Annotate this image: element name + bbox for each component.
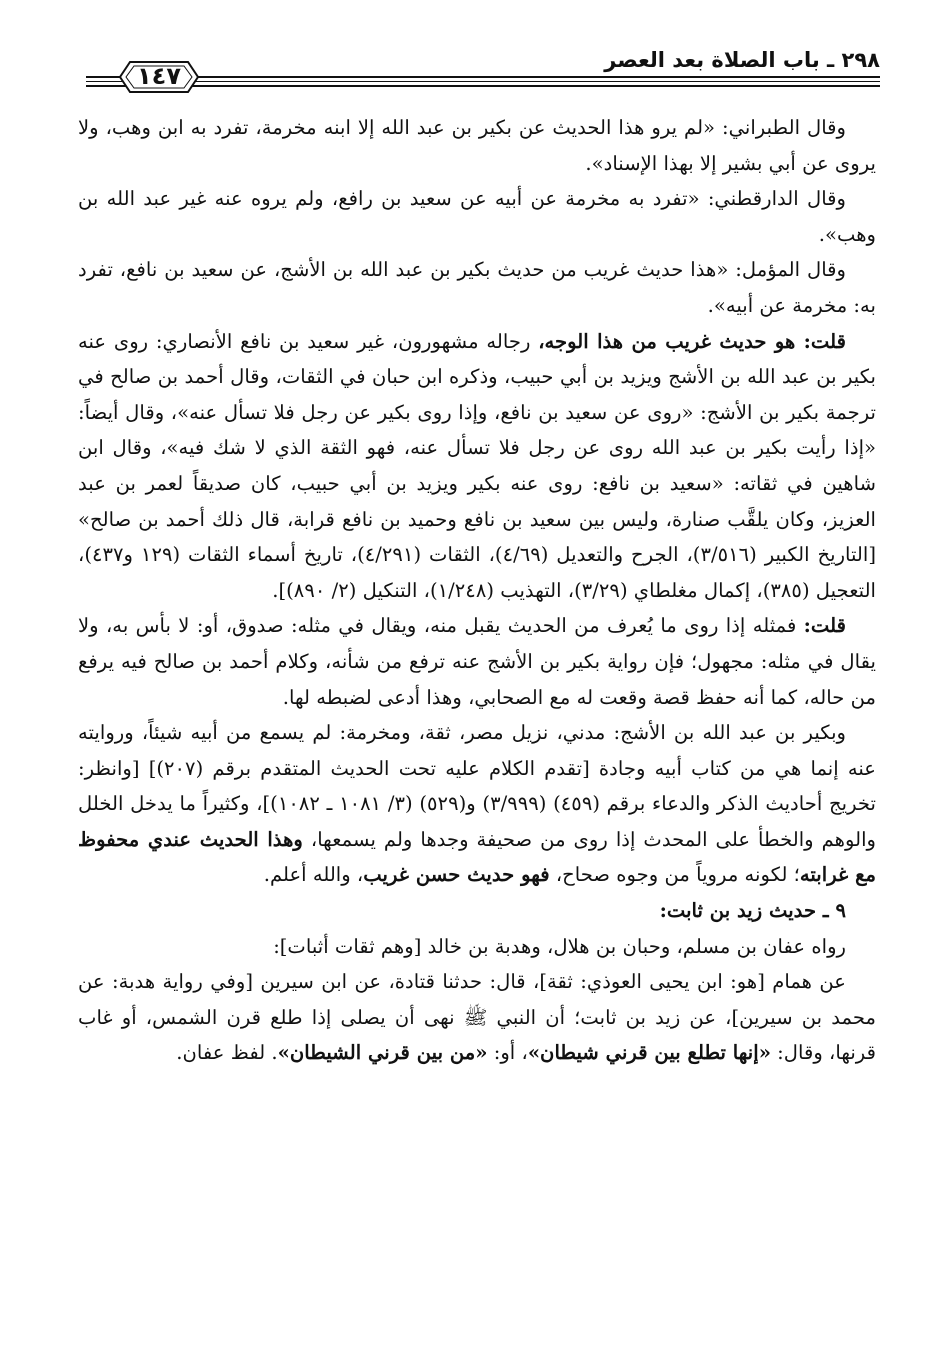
paragraph-narrators: رواه عفان بن مسلم، وحبان بن هلال، وهدبة بن خالد [وهم ثقات أثبات]:	[273, 934, 846, 958]
bukayr-text-2: ؛ لكونه مروياً من وجوه صحاح،	[549, 863, 800, 887]
paragraph-comment	[78, 608, 876, 715]
page-number: ١٤٧	[137, 62, 181, 90]
page-header	[0, 0, 942, 110]
header-rule	[86, 76, 880, 88]
paragraph-hammam	[78, 964, 876, 1071]
running-title: ٢٩٨ ـ باب الصلاة بعد العصر	[604, 48, 880, 72]
bukayr-text: وبكير بن عبد الله بن الأشج: مدني، نزيل مصر، ثقة، ومخرمة: لم يسمع من أبيه شيئاً، وروايته عنه إنما هي من كتاب أبيه وجادة [تقدم الكلام عليه تحت الحديث المتقدم برقم (٢٠٧)] [وانظر: تخريج أحاديث الذكر والدعاء برقم (٤٥٩) (٣/٩٩٩) و(٥٢٩) (٣/ ١٠٨١ ـ ١٠٨٢)]، وكثيراً ما يدخل الخلل والوهم والخطأ على المحدث إذا روى من صحيفة وجدها ولم يسمعها،	[78, 721, 876, 851]
hadith-quote-1: «إنها تطلع بين قرني شيطان»	[527, 1041, 771, 1065]
paragraph-verdict	[78, 324, 876, 609]
paragraph-bukayr	[78, 715, 876, 893]
hammam-text-2: ، أو:	[487, 1041, 528, 1065]
section-heading: ٩ ـ حديث زيد بن ثابت:	[659, 899, 846, 923]
bukayr-bold-2: فهو حديث حسن غريب	[363, 863, 550, 887]
paragraph-muammal: وقال المؤمل: «هذا حديث غريب من حديث بكير بن عبد الله بن الأشج، عن سعيد بن نافع، تفرد به: مخرمة عن أبيه».	[78, 258, 876, 317]
hammam-text-3: . لفظ عفان.	[176, 1041, 278, 1065]
paragraph-tabarani: وقال الطبراني: «لم يرو هذا الحديث عن بكير بن عبد الله إلا ابنه مخرمة، تفرد به ابن وهب، ولا يروى عن أبي بشير إلا بهذا الإسناد».	[78, 116, 876, 175]
comment-text: فمثله إذا روى ما يُعرف من الحديث يقبل منه، ويقال في مثله: صدوق، أو: لا بأس به، ولا يقال في مثله: مجهول؛ فإن رواية بكير بن الأشج عنه ترفع من شأنه، وكلام أحمد بن صالح فيه يرفع من حاله، كما أنه حفظ قصة وقعت له مع الصحابي، وهذا أدعى لضبطه لها.	[78, 614, 876, 709]
page-number-badge	[118, 56, 200, 98]
hammam-text: عن همام [هو: ابن يحيى العوذي: ثقة]، قال: حدثنا قتادة، عن ابن سيرين [وفي رواية هدبة: عن محمد بن سيرين]، عن زيد بن ثابت؛ أن النبي ﷺ نهى أن يصلى إذا طلع قرن الشمس، أو غاب قرنها، وقال:	[78, 970, 876, 1065]
comment-lead: قلت:	[803, 614, 846, 638]
verdict-lead: قلت: هو حديث غريب من هذا الوجه،	[538, 329, 847, 353]
hadith-quote-2: «من بين قرني الشيطان»	[277, 1041, 488, 1065]
bukayr-text-3: ، والله أعلم.	[263, 863, 364, 887]
verdict-text: رجاله مشهورون، غير سعيد بن نافع الأنصاري: روى عنه بكير بن عبد الله بن الأشج ويزيد بن أبي حبيب، وذكره ابن حبان في الثقات، وقال أحمد بن صالح في ترجمة بكير بن الأشج: «روى عن سعيد بن نافع، وإذا روى بكير عن رجل فلا تسأل عنه»، وقال أيضاً: «إذا رأيت بكير بن عبد الله روى عن رجل فلا تسأل عنه، فهو الثقة الذي لا شك فيه»، وقال ابن شاهين في ثقاته: «سعيد بن نافع: روى عنه بكير ويزيد بن أبي حبيب، كان صديقاً لعمر بن عبد العزيز، وكان يلقَّب صنارة، وليس بين سعيد بن نافع وحميد بن نافع قرابة، قال ذلك أحمد بن صالح» [التاريخ الكبير (٣/٥١٦)، الجرح والتعديل (٤/٦٩)، الثقات (٤/٢٩١)، تاريخ أسماء الثقات (١٢٩ و٤٣٧)، التعجيل (٣٨٥)، إكمال مغلطاي (٣/٢٩)، التهذيب (١/٢٤٨)، التنكيل (٢/ ٨٩٠)].	[78, 329, 876, 602]
paragraph-daraqutni: وقال الدارقطني: «تفرد به مخرمة عن أبيه عن سعيد بن رافع، ولم يروه عنه غير عبد الله بن وهب».	[78, 187, 876, 246]
page-body	[78, 110, 876, 1071]
bukayr-bold-1: وهذا الحديث عندي محفوظ مع غرابته	[78, 827, 876, 887]
